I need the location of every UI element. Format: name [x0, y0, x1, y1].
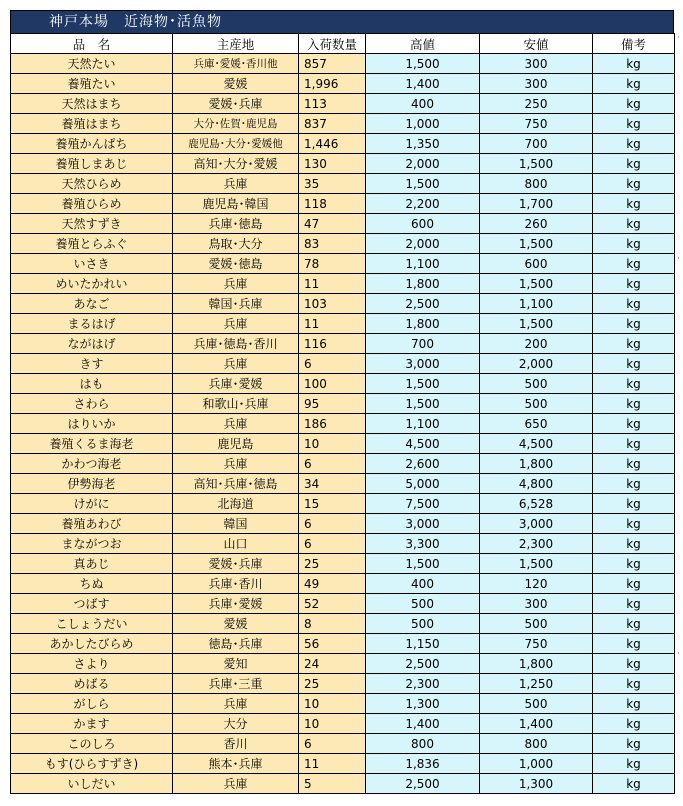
note-cell: kg — [593, 414, 675, 434]
high-price-cell: 2,000 — [366, 234, 480, 254]
quantity-cell: 6 — [299, 534, 366, 554]
quantity-cell: 52 — [299, 594, 366, 614]
origin-cell: 兵庫･愛媛 — [173, 374, 299, 394]
quantity-cell: 103 — [299, 294, 366, 314]
high-price-cell: 2,600 — [366, 454, 480, 474]
column-header-note: 備考 — [593, 34, 675, 54]
note-cell: kg — [593, 374, 675, 394]
item-name-cell: 天然たい — [11, 54, 173, 74]
high-price-cell: 1,000 — [366, 114, 480, 134]
table-row — [11, 174, 675, 194]
item-name-cell: はりいか — [11, 414, 173, 434]
low-price-cell: 500 — [480, 614, 593, 634]
high-price-cell: 1,100 — [366, 254, 480, 274]
quantity-cell: 130 — [299, 154, 366, 174]
high-price-cell: 1,400 — [366, 74, 480, 94]
quantity-cell: 113 — [299, 94, 366, 114]
origin-cell: 兵庫 — [173, 774, 299, 794]
item-name-cell: 天然はまち — [11, 94, 173, 114]
high-price-cell: 1,500 — [366, 54, 480, 74]
note-cell: kg — [593, 174, 675, 194]
item-name-cell: さより — [11, 654, 173, 674]
note-cell: kg — [593, 94, 675, 114]
item-name-cell: さわら — [11, 394, 173, 414]
item-name-cell: まるはげ — [11, 314, 173, 334]
high-price-cell: 1,300 — [366, 694, 480, 714]
low-price-cell: 4,500 — [480, 434, 593, 454]
origin-cell: 大分 — [173, 714, 299, 734]
low-price-cell: 3,000 — [480, 514, 593, 534]
low-price-cell: 300 — [480, 54, 593, 74]
note-cell: kg — [593, 214, 675, 234]
low-price-cell: 120 — [480, 574, 593, 594]
high-price-cell: 400 — [366, 574, 480, 594]
item-name-cell: このしろ — [11, 734, 173, 754]
low-price-cell: 2,000 — [480, 354, 593, 374]
high-price-cell: 3,000 — [366, 354, 480, 374]
edge-mark: · — [677, 254, 680, 264]
column-header-origin: 主産地 — [173, 34, 299, 54]
item-name-cell: 伊勢海老 — [11, 474, 173, 494]
quantity-cell: 11 — [299, 274, 366, 294]
note-cell: kg — [593, 574, 675, 594]
origin-cell: 韓国･兵庫 — [173, 294, 299, 314]
note-cell: kg — [593, 694, 675, 714]
item-name-cell: はも — [11, 374, 173, 394]
note-cell: kg — [593, 534, 675, 554]
table-row — [11, 74, 675, 94]
high-price-cell: 3,300 — [366, 534, 480, 554]
table-row — [11, 674, 675, 694]
sheet-title: 神戸本場 近海物･活魚物 — [10, 10, 674, 33]
origin-cell: 兵庫 — [173, 174, 299, 194]
quantity-cell: 10 — [299, 714, 366, 734]
high-price-cell: 1,800 — [366, 274, 480, 294]
high-price-cell: 2,000 — [366, 154, 480, 174]
origin-cell: 兵庫･徳島･香川 — [173, 334, 299, 354]
origin-cell: 兵庫 — [173, 314, 299, 334]
table-row — [11, 154, 675, 174]
table-row — [11, 134, 675, 154]
item-name-cell: めばる — [11, 674, 173, 694]
high-price-cell: 7,500 — [366, 494, 480, 514]
item-name-cell: 養殖たい — [11, 74, 173, 94]
quantity-cell: 25 — [299, 554, 366, 574]
origin-cell: 鳥取･大分 — [173, 234, 299, 254]
table-row — [11, 334, 675, 354]
high-price-cell: 1,400 — [366, 714, 480, 734]
low-price-cell: 1,800 — [480, 454, 593, 474]
origin-cell: 香川 — [173, 734, 299, 754]
item-name-cell: 養殖はまち — [11, 114, 173, 134]
table-row — [11, 254, 675, 274]
item-name-cell: いしだい — [11, 774, 173, 794]
edge-mark: · — [677, 649, 680, 659]
table-row — [11, 194, 675, 214]
quantity-cell: 6 — [299, 354, 366, 374]
note-cell: kg — [593, 194, 675, 214]
table-row — [11, 234, 675, 254]
low-price-cell: 500 — [480, 694, 593, 714]
quantity-cell: 83 — [299, 234, 366, 254]
item-name-cell: 養殖ひらめ — [11, 194, 173, 214]
table-header-row — [11, 34, 675, 54]
table-row — [11, 534, 675, 554]
origin-cell: 鹿児島 — [173, 434, 299, 454]
table-row — [11, 434, 675, 454]
item-name-cell: 養殖くるま海老 — [11, 434, 173, 454]
low-price-cell: 1,250 — [480, 674, 593, 694]
high-price-cell: 4,500 — [366, 434, 480, 454]
high-price-cell: 2,200 — [366, 194, 480, 214]
origin-cell: 愛媛･徳島 — [173, 254, 299, 274]
note-cell: kg — [593, 314, 675, 334]
column-header-high-price: 高値 — [366, 34, 480, 54]
origin-cell: 兵庫･愛媛 — [173, 594, 299, 614]
note-cell: kg — [593, 234, 675, 254]
note-cell: kg — [593, 614, 675, 634]
high-price-cell: 2,500 — [366, 654, 480, 674]
edge-mark: · — [677, 33, 680, 43]
table-row — [11, 294, 675, 314]
note-cell: kg — [593, 354, 675, 374]
high-price-cell: 400 — [366, 94, 480, 114]
item-name-cell: かわつ海老 — [11, 454, 173, 474]
origin-cell: 兵庫 — [173, 694, 299, 714]
quantity-cell: 100 — [299, 374, 366, 394]
note-cell: kg — [593, 674, 675, 694]
quantity-cell: 118 — [299, 194, 366, 214]
note-cell: kg — [593, 474, 675, 494]
origin-cell: 愛媛･兵庫 — [173, 554, 299, 574]
item-name-cell: 養殖とらふぐ — [11, 234, 173, 254]
high-price-cell: 1,500 — [366, 394, 480, 414]
low-price-cell: 4,800 — [480, 474, 593, 494]
origin-cell: 和歌山･兵庫 — [173, 394, 299, 414]
quantity-cell: 95 — [299, 394, 366, 414]
note-cell: kg — [593, 634, 675, 654]
column-header-name: 品 名 — [11, 34, 173, 54]
quantity-cell: 34 — [299, 474, 366, 494]
table-row — [11, 594, 675, 614]
origin-cell: 兵庫 — [173, 454, 299, 474]
item-name-cell: まながつお — [11, 534, 173, 554]
price-sheet — [10, 10, 674, 794]
origin-cell: 愛媛 — [173, 74, 299, 94]
table-row — [11, 514, 675, 534]
origin-cell: 兵庫 — [173, 414, 299, 434]
note-cell: kg — [593, 514, 675, 534]
quantity-cell: 6 — [299, 514, 366, 534]
quantity-cell: 1,996 — [299, 74, 366, 94]
note-cell: kg — [593, 774, 675, 794]
low-price-cell: 800 — [480, 734, 593, 754]
low-price-cell: 750 — [480, 634, 593, 654]
low-price-cell: 600 — [480, 254, 593, 274]
item-name-cell: がしら — [11, 694, 173, 714]
high-price-cell: 1,350 — [366, 134, 480, 154]
note-cell: kg — [593, 134, 675, 154]
low-price-cell: 1,400 — [480, 714, 593, 734]
item-name-cell: あなご — [11, 294, 173, 314]
table-row — [11, 394, 675, 414]
low-price-cell: 750 — [480, 114, 593, 134]
quantity-cell: 78 — [299, 254, 366, 274]
table-row — [11, 574, 675, 594]
table-row — [11, 554, 675, 574]
table-row — [11, 634, 675, 654]
item-name-cell: もす(ひらすずき) — [11, 754, 173, 774]
high-price-cell: 1,150 — [366, 634, 480, 654]
high-price-cell: 600 — [366, 214, 480, 234]
quantity-cell: 837 — [299, 114, 366, 134]
table-row — [11, 774, 675, 794]
low-price-cell: 200 — [480, 334, 593, 354]
table-row — [11, 414, 675, 434]
table-row — [11, 494, 675, 514]
low-price-cell: 1,500 — [480, 554, 593, 574]
origin-cell: 高知･大分･愛媛 — [173, 154, 299, 174]
column-header-low-price: 安値 — [480, 34, 593, 54]
table-row — [11, 694, 675, 714]
table-row — [11, 214, 675, 234]
quantity-cell: 47 — [299, 214, 366, 234]
low-price-cell: 1,300 — [480, 774, 593, 794]
note-cell: kg — [593, 454, 675, 474]
item-name-cell: けがに — [11, 494, 173, 514]
quantity-cell: 11 — [299, 754, 366, 774]
note-cell: kg — [593, 114, 675, 134]
item-name-cell: かます — [11, 714, 173, 734]
low-price-cell: 500 — [480, 394, 593, 414]
origin-cell: 韓国 — [173, 514, 299, 534]
column-header-quantity: 入荷数量 — [299, 34, 366, 54]
quantity-cell: 15 — [299, 494, 366, 514]
table-row — [11, 654, 675, 674]
note-cell: kg — [593, 714, 675, 734]
origin-cell: 愛知 — [173, 654, 299, 674]
high-price-cell: 5,000 — [366, 474, 480, 494]
origin-cell: 北海道 — [173, 494, 299, 514]
note-cell: kg — [593, 654, 675, 674]
note-cell: kg — [593, 554, 675, 574]
table-row — [11, 274, 675, 294]
origin-cell: 兵庫 — [173, 354, 299, 374]
note-cell: kg — [593, 74, 675, 94]
quantity-cell: 35 — [299, 174, 366, 194]
quantity-cell: 857 — [299, 54, 366, 74]
item-name-cell: 養殖かんぱち — [11, 134, 173, 154]
low-price-cell: 1,500 — [480, 154, 593, 174]
note-cell: kg — [593, 154, 675, 174]
origin-cell: 兵庫 — [173, 274, 299, 294]
table-row — [11, 94, 675, 114]
origin-cell: 兵庫･三重 — [173, 674, 299, 694]
note-cell: kg — [593, 394, 675, 414]
note-cell: kg — [593, 754, 675, 774]
low-price-cell: 260 — [480, 214, 593, 234]
low-price-cell: 300 — [480, 594, 593, 614]
quantity-cell: 56 — [299, 634, 366, 654]
high-price-cell: 1,500 — [366, 554, 480, 574]
high-price-cell: 1,500 — [366, 374, 480, 394]
table-row — [11, 314, 675, 334]
low-price-cell: 1,800 — [480, 654, 593, 674]
quantity-cell: 5 — [299, 774, 366, 794]
item-name-cell: 天然ひらめ — [11, 174, 173, 194]
low-price-cell: 1,000 — [480, 754, 593, 774]
table-row — [11, 734, 675, 754]
high-price-cell: 2,300 — [366, 674, 480, 694]
note-cell: kg — [593, 494, 675, 514]
low-price-cell: 300 — [480, 74, 593, 94]
item-name-cell: あかしたびらめ — [11, 634, 173, 654]
low-price-cell: 1,100 — [480, 294, 593, 314]
item-name-cell: こしょうだい — [11, 614, 173, 634]
item-name-cell: 養殖あわび — [11, 514, 173, 534]
low-price-cell: 500 — [480, 374, 593, 394]
low-price-cell: 800 — [480, 174, 593, 194]
item-name-cell: きす — [11, 354, 173, 374]
item-name-cell: いさき — [11, 254, 173, 274]
quantity-cell: 6 — [299, 454, 366, 474]
origin-cell: 兵庫･香川 — [173, 574, 299, 594]
high-price-cell: 1,500 — [366, 174, 480, 194]
low-price-cell: 2,300 — [480, 534, 593, 554]
low-price-cell: 1,500 — [480, 314, 593, 334]
quantity-cell: 25 — [299, 674, 366, 694]
high-price-cell: 3,000 — [366, 514, 480, 534]
table-row — [11, 474, 675, 494]
quantity-cell: 49 — [299, 574, 366, 594]
quantity-cell: 1,446 — [299, 134, 366, 154]
item-name-cell: めいたかれい — [11, 274, 173, 294]
origin-cell: 山口 — [173, 534, 299, 554]
item-name-cell: 真あじ — [11, 554, 173, 574]
table-body — [11, 54, 675, 794]
low-price-cell: 1,700 — [480, 194, 593, 214]
origin-cell: 徳島･兵庫 — [173, 634, 299, 654]
low-price-cell: 1,500 — [480, 274, 593, 294]
origin-cell: 大分･佐賀･鹿児島 — [173, 114, 299, 134]
low-price-cell: 650 — [480, 414, 593, 434]
quantity-cell: 8 — [299, 614, 366, 634]
note-cell: kg — [593, 54, 675, 74]
table-row — [11, 354, 675, 374]
table-row — [11, 54, 675, 74]
origin-cell: 鹿児島･大分･愛媛他 — [173, 134, 299, 154]
origin-cell: 鹿児島･韓国 — [173, 194, 299, 214]
item-name-cell: つばす — [11, 594, 173, 614]
high-price-cell: 2,500 — [366, 774, 480, 794]
origin-cell: 高知･兵庫･徳島 — [173, 474, 299, 494]
high-price-cell: 700 — [366, 334, 480, 354]
low-price-cell: 6,528 — [480, 494, 593, 514]
high-price-cell: 2,500 — [366, 294, 480, 314]
note-cell: kg — [593, 254, 675, 274]
high-price-cell: 800 — [366, 734, 480, 754]
low-price-cell: 250 — [480, 94, 593, 114]
table-row — [11, 714, 675, 734]
quantity-cell: 186 — [299, 414, 366, 434]
low-price-cell: 700 — [480, 134, 593, 154]
table-row — [11, 114, 675, 134]
note-cell: kg — [593, 594, 675, 614]
note-cell: kg — [593, 334, 675, 354]
item-name-cell: ながはげ — [11, 334, 173, 354]
quantity-cell: 6 — [299, 734, 366, 754]
table-row — [11, 454, 675, 474]
item-name-cell: 養殖しまあじ — [11, 154, 173, 174]
high-price-cell: 1,100 — [366, 414, 480, 434]
high-price-cell: 1,836 — [366, 754, 480, 774]
high-price-cell: 500 — [366, 614, 480, 634]
quantity-cell: 10 — [299, 694, 366, 714]
note-cell: kg — [593, 434, 675, 454]
quantity-cell: 11 — [299, 314, 366, 334]
high-price-cell: 500 — [366, 594, 480, 614]
quantity-cell: 10 — [299, 434, 366, 454]
item-name-cell: 天然すずき — [11, 214, 173, 234]
item-name-cell: ちぬ — [11, 574, 173, 594]
note-cell: kg — [593, 274, 675, 294]
origin-cell: 兵庫･愛媛･香川他 — [173, 54, 299, 74]
note-cell: kg — [593, 294, 675, 314]
origin-cell: 愛媛 — [173, 614, 299, 634]
table-row — [11, 374, 675, 394]
table-row — [11, 754, 675, 774]
table-row — [11, 614, 675, 634]
quantity-cell: 24 — [299, 654, 366, 674]
high-price-cell: 1,800 — [366, 314, 480, 334]
origin-cell: 兵庫･徳島 — [173, 214, 299, 234]
price-table — [10, 33, 675, 794]
low-price-cell: 1,500 — [480, 234, 593, 254]
quantity-cell: 116 — [299, 334, 366, 354]
note-cell: kg — [593, 734, 675, 754]
origin-cell: 愛媛･兵庫 — [173, 94, 299, 114]
origin-cell: 熊本･兵庫 — [173, 754, 299, 774]
